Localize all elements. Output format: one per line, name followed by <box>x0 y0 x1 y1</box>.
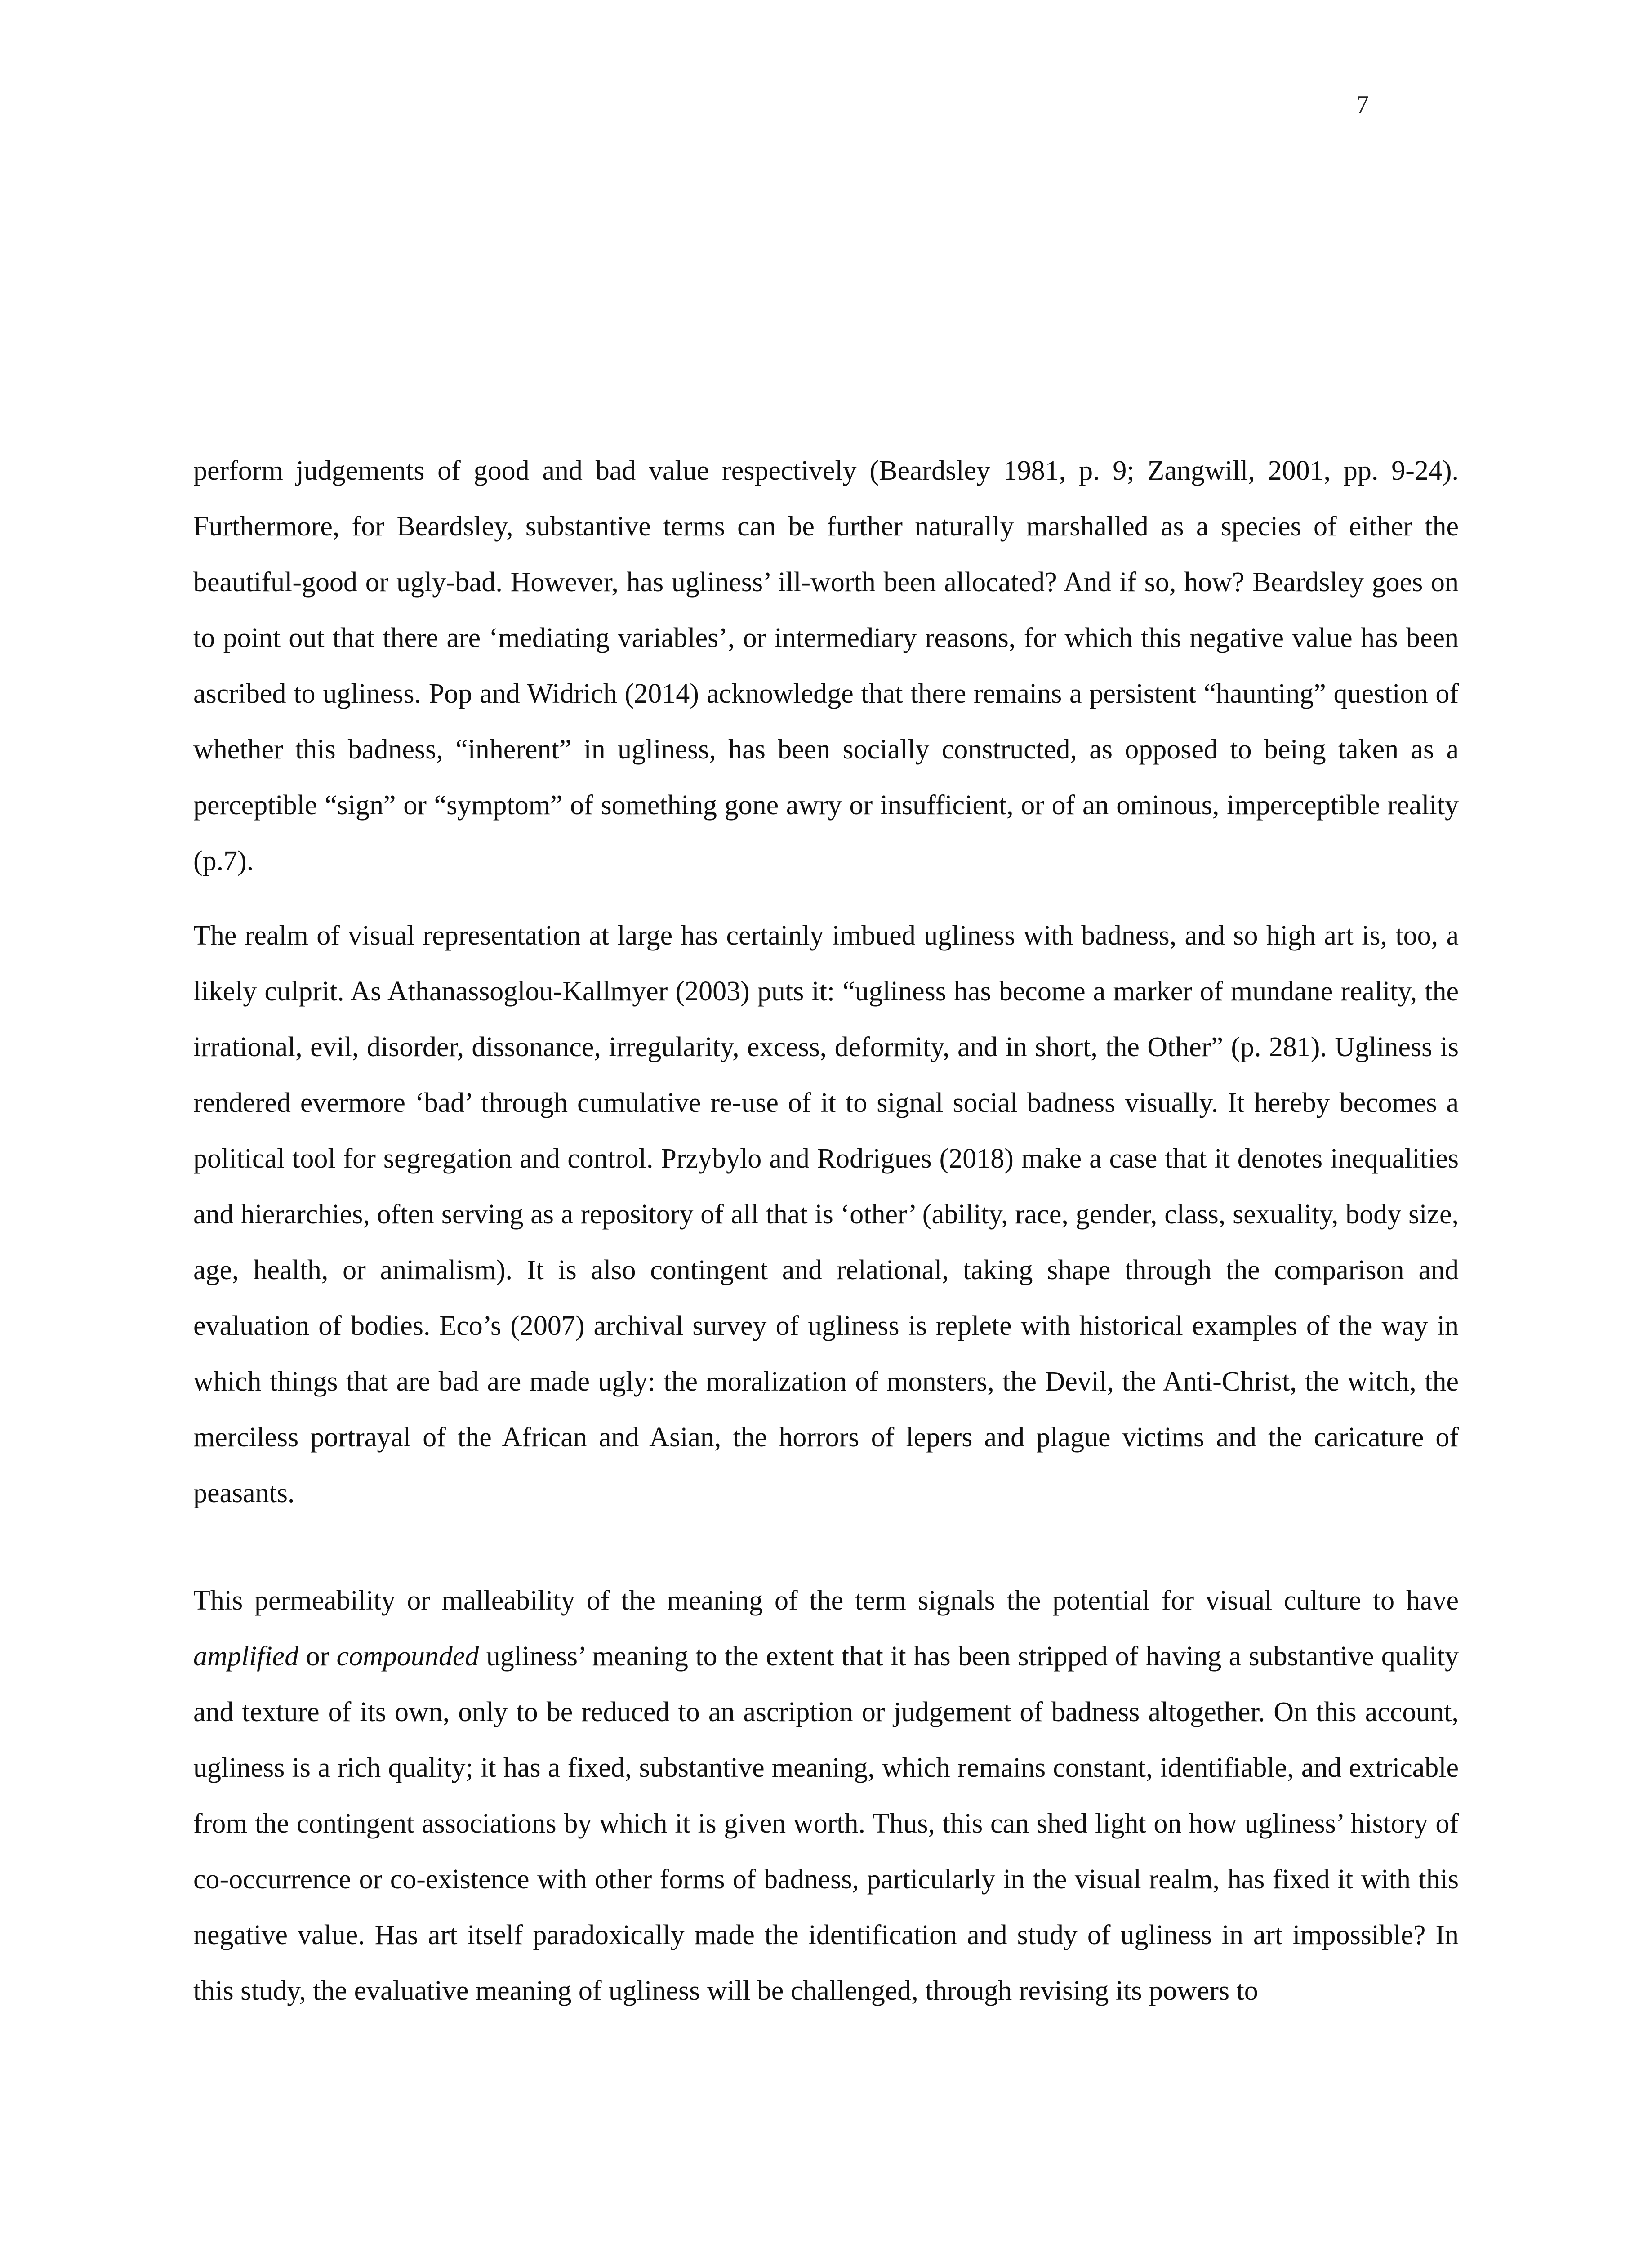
paragraph-2: The realm of visual representation at large has certainly imbued ugliness with badness, and so high art is, too, a likely culprit. As Athanassoglou-Kallmyer (2003) puts it: “ugliness has become a marker of mundane reality, the irrational, evil, disorder, dissonance, irregularity, excess, deformity, and in short, the Other” (p. 281). Ugliness is rendered evermore ‘bad’ through cumulative re-use of it to signal social badness visually. It hereby becomes a political tool for segregation and control. Przybylo and Rodrigues (2018) make a case that it denotes inequalities and hierarchies, often serving as a repository of all that is ‘other’ (ability, race, gender, class, sexuality, body size, age, health, or animalism). It is also contingent and relational, taking shape through the comparison and evaluation of bodies. Eco’s (2007) archival survey of ugliness is replete with historical examples of the way in which things that are bad are made ugly: the moralization of monsters, the Devil, the Anti-Christ, the witch, the merciless portrayal of the African and Asian, the horrors of lepers and plague victims and the caricature of peasants. <box>193 920 1459 1508</box>
paragraph-1: perform judgements of good and bad value respectively (Beardsley 1981, p. 9; Zangwill, 2001, pp. 9-24). Furthermore, for Beardsley, substantive terms can be further naturally marshalled as a species of either the beautiful-good or ugly-bad. However, has ugliness’ ill-worth been allocated? And if so, how? Beardsley goes on to point out that there are ‘mediating variables’, or intermediary reasons, for which this negative value has been ascribed to ugliness. Pop and Widrich (2014) acknowledge that there remains a persistent “haunting” question of whether this badness, “inherent” in ugliness, has been socially constructed, as opposed to being taken as a perceptible “sign” or “symptom” of something gone awry or insufficient, or of an ominous, imperceptible reality (p.7). <box>193 455 1459 876</box>
paragraph-3-text-segment: or <box>298 1641 337 1672</box>
paragraph-3-text-segment: This permeability or malleability of the meaning of the term signals the potential for visual culture to have <box>193 1585 1459 1616</box>
italic-term-compounded: compounded <box>336 1641 479 1672</box>
page-number: 7 <box>1356 91 1369 119</box>
document-body <box>193 443 1459 2019</box>
paragraph-3 <box>193 1573 1459 2019</box>
italic-term-amplified: amplified <box>193 1641 299 1672</box>
paragraph-3-text-segment: ugliness’ meaning to the extent that it has been stripped of having a substantive quality and texture of its own, only to be reduced to an ascription or judgement of badness altogether. On this account, ugliness is a rich quality; it has a fixed, substantive meaning, which remains constant, identifiable, and extricable from the contingent associations by which it is given worth. Thus, this can shed light on how ugliness’ history of co-occurrence or co-existence with other forms of badness, particularly in the visual realm, has fixed it with this negative value. Has art itself paradoxically made the identification and study of ugliness in art impossible? In this study, the evaluative meaning of ugliness will be challenged, through revising its powers to <box>193 1641 1459 2006</box>
